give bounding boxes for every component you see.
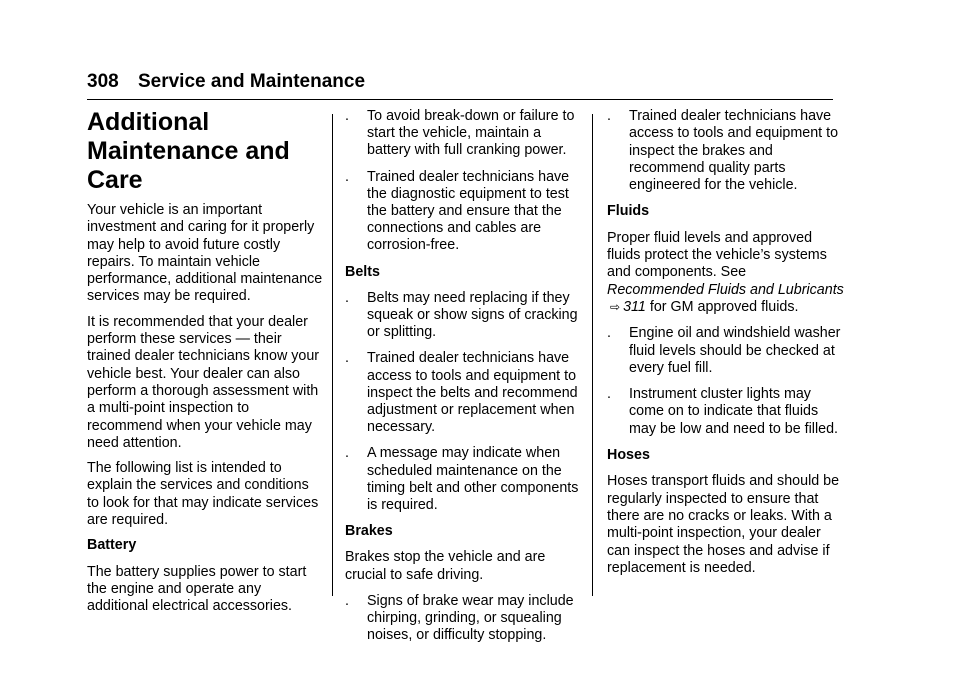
hoses-paragraph: Hoses transport fluids and should be regularly inspected to ensure that there are no cracks or leaks. With a multi-point inspection, your dealer can inspect the hoses and advise if replacement is needed.: [607, 473, 840, 576]
hoses-heading: Hoses: [607, 447, 650, 464]
fluids-list: [607, 325, 847, 438]
cross-reference-page[interactable]: 311: [623, 298, 646, 315]
intro-paragraph-3: The following list is intended to explain the services and conditions to look for that may indicate services are required.: [87, 460, 319, 529]
bullet-marker: .: [345, 168, 349, 185]
list-item-text: Engine oil and windshield washer fluid levels should be checked at every fuel fill.: [629, 325, 841, 376]
bullet-marker: .: [607, 325, 611, 342]
intro-paragraph-1: Your vehicle is an important investment and caring for it properly may help to avoid future costly repairs. To maintain vehicle performance, additional maintenance services may be required.: [87, 202, 323, 305]
list-item: [607, 325, 847, 377]
list-item-text: Trained dealer technicians have access to tools and equipment to inspect the belts and recommend adjustment or replacement when necessary.: [367, 350, 578, 436]
brakes-list: [345, 593, 581, 645]
section-title-line-1: Additional: [87, 108, 210, 136]
list-item: [345, 350, 581, 436]
column-divider: [592, 114, 593, 596]
belts-list: [345, 290, 581, 514]
brakes-paragraph: Brakes stop the vehicle and are crucial to safe driving.: [345, 549, 546, 583]
list-item-text: Trained dealer technicians have the diagnostic equipment to test the battery and ensure that the connections and cables are corrosion-free.: [367, 168, 570, 254]
section-name: Service and Maintenance: [137, 71, 366, 92]
battery-heading: Battery: [87, 537, 137, 554]
brakes-heading: Brakes: [345, 523, 393, 540]
column-2: [345, 108, 581, 653]
bullet-marker: .: [345, 289, 349, 306]
bullet-marker: .: [345, 592, 349, 609]
battery-list: [345, 108, 581, 255]
fluids-paragraph-start: Proper fluid levels and approved fluids protect the vehicle’s systems and components. See: [607, 229, 827, 281]
list-item: [607, 108, 847, 194]
fluids-heading: Fluids: [607, 203, 650, 220]
page-number: 308: [87, 71, 119, 92]
list-item-text: Trained dealer technicians have access to tools and equipment to inspect the brakes and recommend quality parts engineered for the vehicle.: [629, 108, 839, 194]
cross-reference-link[interactable]: Recommended Fluids and Lubricants: [607, 281, 844, 298]
bullet-marker: .: [607, 386, 611, 403]
fluids-paragraph: [607, 230, 847, 316]
page-reference-arrow-icon: ⇨: [610, 299, 621, 314]
list-item: [345, 593, 581, 645]
list-item-text: Instrument cluster lights may come on to indicate that fluids may be low and need to be filled.: [629, 386, 839, 437]
page-header: [87, 70, 365, 94]
list-item-text: To avoid break-down or failure to start the vehicle, maintain a battery with full cranking power.: [367, 108, 575, 159]
list-item: [345, 108, 581, 160]
bullet-marker: .: [345, 350, 349, 367]
fluids-paragraph-end: for GM approved fluids.: [649, 298, 799, 315]
header-rule: [87, 99, 833, 100]
intro-paragraph-2: It is recommended that your dealer perform these services — their trained dealer technicians know your vehicle best. Your dealer can also perform a thorough assessment with a multi-point inspection to recommend when your vehicle may need attention.: [87, 313, 320, 451]
list-item: [345, 169, 581, 255]
column-divider: [332, 114, 333, 596]
bullet-marker: .: [607, 108, 611, 124]
brakes-list-continued: [607, 108, 847, 194]
list-item: [607, 386, 847, 438]
battery-paragraph: The battery supplies power to start the engine and operate any additional electrical accessories.: [87, 563, 307, 615]
list-item-text: A message may indicate when scheduled maintenance on the timing belt and other components is required.: [367, 445, 579, 514]
list-item: [345, 445, 581, 514]
section-title-line-2: Maintenance and Care: [87, 137, 290, 194]
bullet-marker: .: [345, 108, 349, 124]
list-item-text: Signs of brake wear may include chirping, grinding, or squealing noises, or difficulty stopping.: [367, 592, 574, 644]
belts-heading: Belts: [345, 263, 380, 280]
list-item: [345, 290, 581, 342]
section-title: [87, 108, 323, 195]
bullet-marker: .: [345, 445, 349, 462]
column-3: [607, 108, 847, 586]
list-item-text: Belts may need replacing if they squeak or show signs of cracking or splitting.: [367, 289, 578, 341]
column-1: [87, 108, 323, 624]
